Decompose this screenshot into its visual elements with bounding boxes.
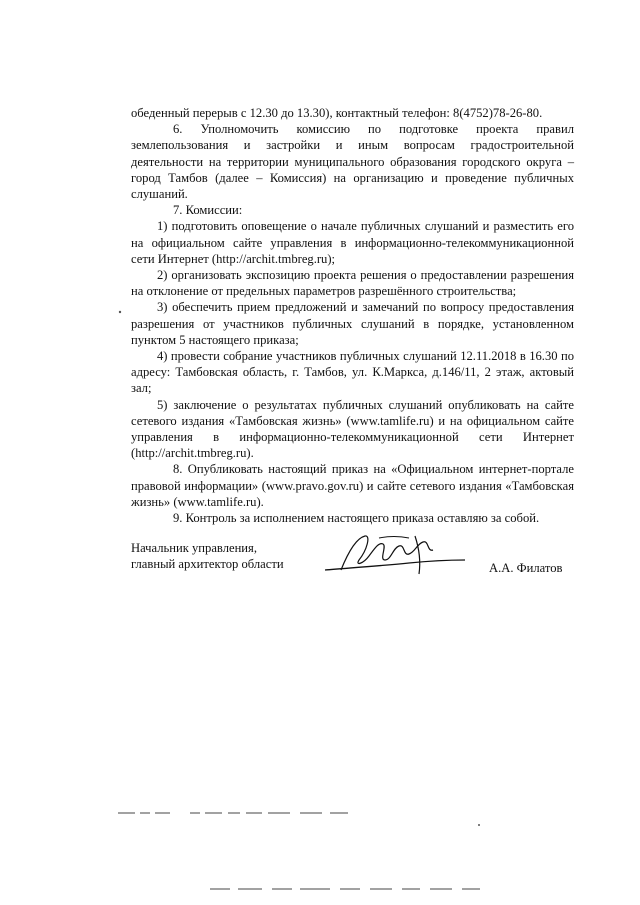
- signatory-title-line-2: главный архитектор области: [131, 557, 284, 572]
- signatory-title-line-1: Начальник управления,: [131, 541, 257, 555]
- handwritten-signature: [319, 530, 469, 590]
- paragraph-7-3: 3) обеспечить прием предложений и замечаний по вопросу предоставления разрешения от участников публичных слушаний в порядке, установленном пунктом 5 настоящего приказа;: [131, 300, 574, 347]
- paragraph-7-1: 1) подготовить оповещение о начале публичных слушаний и разместить его на официальном сайте управления в информационно-телекоммуникационной сети Интернет (http://archit.tmbreg.ru);: [131, 219, 574, 266]
- signature-block: [131, 540, 581, 600]
- paragraph-8: 8. Опубликовать настоящий приказ на «Официальном интернет-портале правовой информации» (www.pravo.gov.ru) и сайте сетевого издания «Тамбовская жизнь» (www.tamlife.ru).: [131, 462, 574, 509]
- paragraph-lunch-break: обеденный перерыв с 12.30 до 13.30), контактный телефон: 8(4752)78-26-80.: [131, 106, 543, 120]
- document-body: [131, 105, 574, 526]
- paragraph-7-2: 2) организовать экспозицию проекта решения о предоставлении разрешения на отклонение от предельных параметров разрешённого строительства;: [131, 268, 574, 299]
- signatory-name: А.А. Филатов: [489, 561, 563, 575]
- paragraph-9: 9. Контроль за исполнением настоящего приказа оставляю за собой.: [173, 511, 540, 526]
- paragraph-7-5: 5) заключение о результатах публичных слушаний опубликовать на сайте сетевого издания «Тамбовская жизнь» (www.tamlife.ru) и на официальном сайте управления в информационно-телекоммуникационной сети Интернет (http://archit.tmbreg.ru).: [131, 397, 574, 461]
- paragraph-7: 7. Комиссии:: [173, 203, 243, 218]
- signatory-title: [131, 540, 284, 572]
- paragraph-7-4: 4) провести собрание участников публичных слушаний 12.11.2018 в 16.30 по адресу: Тамбовская область, г. Тамбов, ул. К.Маркса, д.146/11, 2 этаж, актовый зал;: [131, 349, 574, 396]
- paragraph-6: 6. Уполномочить комиссию по подготовке проекта правил землепользования и застройки и иным вопросам градостроительной деятельности на территории муниципального образования городского округа – город Тамбов (далее – Комиссия) на организацию и проведение публичных слушаний.: [131, 122, 574, 202]
